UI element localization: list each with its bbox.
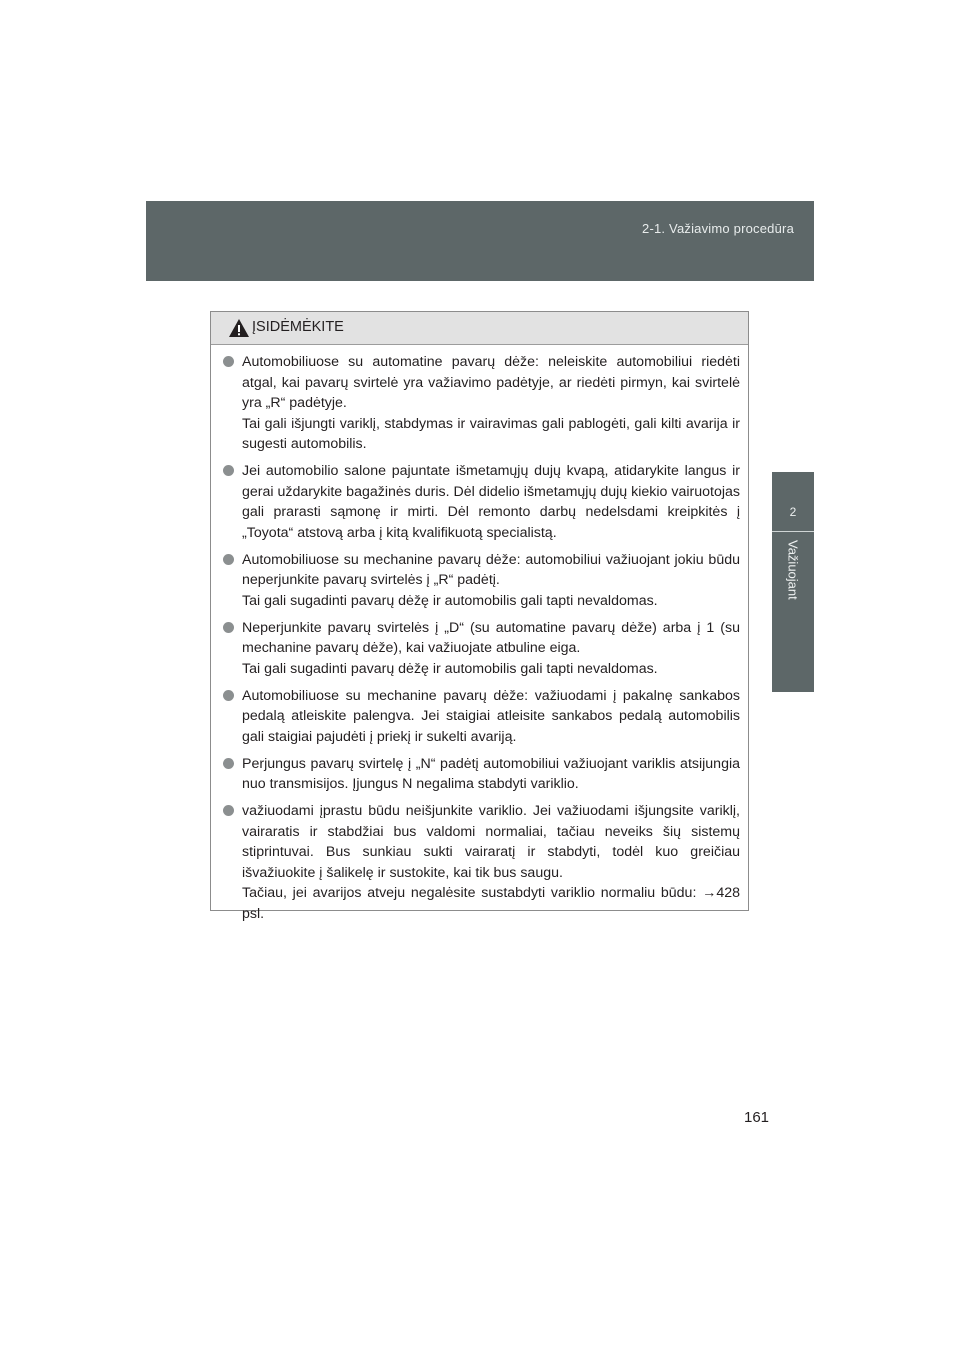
bullet-dot-icon [223, 465, 234, 476]
warning-triangle-icon [228, 318, 250, 338]
caution-item-extra: Tai gali sugadinti pavarų dėžę ir automobilis gali tapti nevaldomas. [242, 592, 658, 609]
caution-item-text: Automobiliuose su mechanine pavarų dėže: automobiliui važiuojant jokiu būdu neperjunkite pavarų svirtelės į „R“ padėtį. [242, 551, 740, 588]
chapter-side-tab [772, 472, 814, 692]
caution-item [242, 352, 740, 455]
caution-item-extra: Tai gali sugadinti pavarų dėžę ir automobilis gali tapti nevaldomas. [242, 660, 658, 677]
caution-item-extra: Tačiau, jei avarijos atveju negalėsite sustabdyti variklio normaliu būdu: →428 psl. [242, 885, 740, 922]
bullet-dot-icon [223, 805, 234, 816]
caution-list [211, 345, 748, 924]
section-title: 2-1. Važiavimo procedūra [642, 221, 794, 236]
chapter-label: Važiuojant [785, 540, 801, 600]
caution-item-text: Automobiliuose su mechanine pavarų dėže: važiuodami į pakalnę sankabos pedalą atleiskite palengva. Jei staigiai atleisite sankabos pedalą automobilis gali staigiai pajudėti į priekį ir sukelti avariją. [242, 687, 740, 745]
page-number: 161 [744, 1109, 770, 1126]
caution-box [210, 311, 749, 922]
chapter-label-box [772, 532, 814, 692]
caution-item [242, 618, 740, 680]
bullet-dot-icon [223, 758, 234, 769]
bullet-dot-icon [223, 622, 234, 633]
caution-item-extra: Tai gali išjungti variklį, stabdymas ir vairavimas gali pablogėti, gali kilti avarija ir sugesti automobilis. [242, 415, 740, 452]
caution-item-text: Automobiliuose su automatine pavarų dėže: neleiskite automobiliui riedėti atgal, kai pavarų svirtelė yra važiavimo padėtyje, ar riedėti pirmyn, kai svirtelė yra „R“ padėtyje. [242, 354, 740, 411]
caution-header [211, 312, 748, 345]
caution-item-text: Perjungus pavarų svirtelę į „N“ padėtį automobiliui važiuojant variklis atsijungia nuo transmisijos. Įjungus N negalima stabdyti variklio. [242, 755, 740, 792]
caution-item-text: Neperjunkite pavarų svirtelės į „D“ (su automatine pavarų dėže) arba į 1 (su mechanine pavarų dėže), kai važiuojate atbuline eiga. [242, 619, 740, 656]
bullet-dot-icon [223, 554, 234, 565]
bullet-dot-icon [223, 356, 234, 367]
caution-item [242, 754, 740, 795]
caution-item [242, 461, 740, 543]
caution-item [242, 686, 740, 748]
caution-item [242, 550, 740, 612]
caution-title: ĮSIDĖMĖKITE [252, 319, 344, 335]
chapter-number-box [772, 472, 814, 531]
bullet-dot-icon [223, 690, 234, 701]
caution-item-text: važiuodami įprastu būdu neišjunkite variklio. Jei važiuodami išjungsite variklį, vairaratis ir stabdžiai bus valdomi normaliai, tačiau neveiks šių sistemų stiprintuvai. Bus sunkiau sukti vairaratį ir stabdyti, todėl kuo greičiau išvažiuokite į šalikelę ir sustokite, kai tik bus saugu. [242, 803, 740, 881]
caution-item [242, 801, 740, 924]
chapter-number: 2 [789, 505, 797, 519]
header-band [146, 201, 814, 281]
caution-item-text: Jei automobilio salone pajuntate išmetamųjų dujų kvapą, atidarykite langus ir gerai uždarykite bagažinės duris. Dėl didelio išmetamųjų dujų kiekio vairuotojas gali prarasti sąmonę ir mirti. Dėl remonto darbų nedelsdami kreipkitės į „Toyota“ atstovą arba į kitą kvalifikuotą specialistą. [242, 463, 740, 541]
